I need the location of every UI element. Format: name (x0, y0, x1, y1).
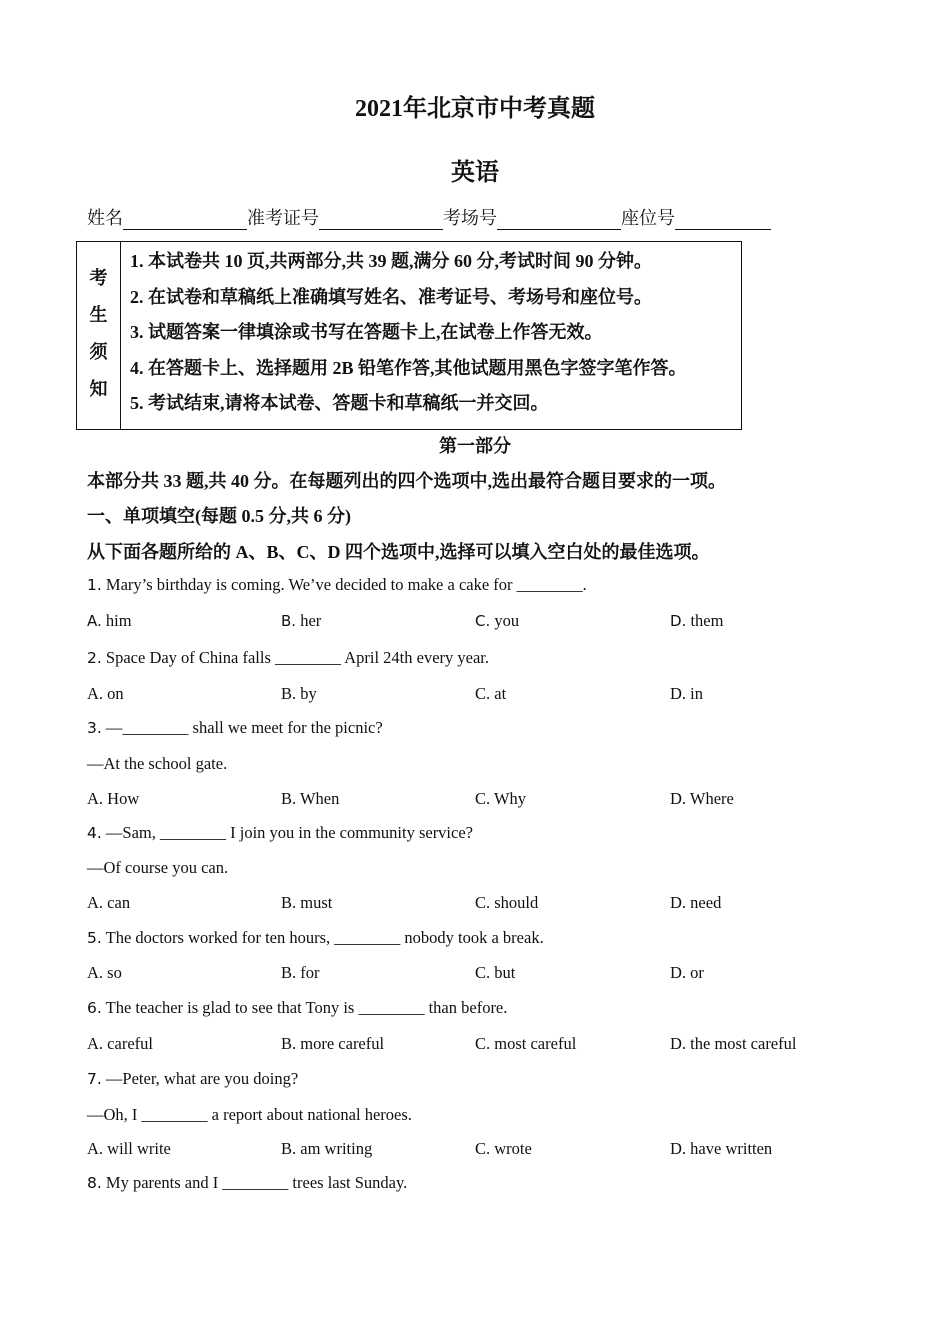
question-text: —Sam, ________ I join you in the community service? (105, 823, 473, 842)
option-letter: C. (475, 1034, 491, 1053)
seat-number-blank[interactable] (675, 211, 771, 230)
option-letter: D. (670, 612, 687, 630)
seat-number-label: 座位号 (621, 208, 675, 228)
option-letter: D. (670, 1139, 687, 1158)
option-text: When (299, 789, 340, 808)
section-title: 一、单项填空(每题 0.5 分,共 6 分) (87, 506, 351, 526)
option-text: at (494, 684, 507, 703)
option-a[interactable] (87, 684, 124, 704)
question-stem (87, 928, 544, 948)
notice-label-char: 须 (89, 342, 108, 362)
question-stem (87, 998, 507, 1018)
option-letter: A. (87, 612, 102, 630)
option-c[interactable] (475, 893, 538, 913)
option-text: most careful (494, 1034, 577, 1053)
option-text: wrote (494, 1139, 532, 1158)
notice-label (77, 242, 121, 429)
question-text: The doctors worked for ten hours, ________ nobody took a break. (105, 928, 544, 947)
option-letter: C. (475, 893, 491, 912)
question-number: 8. (87, 1174, 102, 1192)
subject-title: 英语 (451, 160, 499, 186)
option-letter: C. (475, 963, 491, 982)
notice-item: 1. 本试卷共 10 页,共两部分,共 39 题,满分 60 分,考试时间 90 分钟。 (130, 251, 652, 271)
option-b[interactable] (281, 963, 320, 983)
option-text: have written (690, 1139, 773, 1158)
notice-label-char: 生 (89, 305, 108, 325)
option-text: can (107, 893, 131, 912)
option-letter: A. (87, 893, 104, 912)
option-a[interactable] (87, 611, 132, 631)
option-text: her (300, 611, 322, 630)
option-c[interactable] (475, 1034, 576, 1054)
notice-label-char: 知 (89, 379, 108, 399)
option-c[interactable] (475, 1139, 532, 1159)
question-text: The teacher is glad to see that Tony is ________ than before. (105, 998, 508, 1017)
question-number: 5. (87, 929, 102, 947)
option-text: by (300, 684, 317, 703)
exam-title: 2021年北京市中考真题 (355, 96, 595, 122)
option-text: them (690, 611, 724, 630)
question-stem (87, 1069, 298, 1089)
option-d[interactable] (670, 789, 734, 809)
option-text: careful (107, 1034, 153, 1053)
option-text: need (690, 893, 722, 912)
option-letter: C. (475, 612, 491, 630)
option-letter: A. (87, 1139, 104, 1158)
question-number: 4. (87, 824, 102, 842)
option-text: so (107, 963, 122, 982)
question-text: My parents and I ________ trees last Sunday. (105, 1173, 408, 1192)
option-letter: B. (281, 789, 297, 808)
option-text: but (494, 963, 516, 982)
option-c[interactable] (475, 684, 506, 704)
option-letter: B. (281, 1139, 297, 1158)
option-d[interactable] (670, 611, 723, 631)
question-stem (87, 1173, 407, 1193)
option-a[interactable] (87, 963, 122, 983)
option-letter: B. (281, 612, 297, 630)
question-text: —________ shall we meet for the picnic? (105, 718, 383, 737)
option-text: am writing (300, 1139, 373, 1158)
option-letter: D. (670, 893, 687, 912)
option-text: Why (493, 789, 527, 808)
option-letter: C. (475, 789, 491, 808)
option-c[interactable] (475, 611, 519, 631)
notice-items (121, 242, 687, 429)
option-text: you (494, 611, 520, 630)
option-letter: A. (87, 963, 104, 982)
candidate-info-line (87, 204, 771, 230)
option-d[interactable] (670, 893, 721, 913)
name-label: 姓名 (87, 208, 123, 228)
option-letter: D. (670, 789, 687, 808)
question-text: Space Day of China falls ________ April 24th every year. (105, 648, 489, 667)
option-c[interactable] (475, 789, 526, 809)
question-stem (87, 648, 489, 668)
option-text: must (300, 893, 333, 912)
option-text: in (690, 684, 704, 703)
option-b[interactable] (281, 1034, 384, 1054)
question-number: 6. (87, 999, 102, 1017)
question-number: 7. (87, 1070, 102, 1088)
option-letter: C. (475, 684, 491, 703)
option-b[interactable] (281, 684, 317, 704)
question-reply: —At the school gate. (87, 754, 228, 773)
part-one-title: 第一部分 (439, 436, 511, 456)
option-a[interactable] (87, 893, 130, 913)
part-one-intro: 本部分共 33 题,共 40 分。在每题列出的四个选项中,选出最符合题目要求的一项。 (87, 471, 726, 491)
option-d[interactable] (670, 963, 704, 983)
question-number: 2. (87, 649, 102, 667)
option-a[interactable] (87, 789, 139, 809)
option-text: on (107, 684, 124, 703)
notice-item: 2. 在试卷和草稿纸上准确填写姓名、准考证号、考场号和座位号。 (130, 286, 652, 307)
option-text: How (107, 789, 140, 808)
question-reply: —Oh, I ________ a report about national heroes. (87, 1105, 412, 1124)
option-text: for (300, 963, 320, 982)
exam-number-blank[interactable] (319, 211, 443, 230)
notice-item: 3. 试题答案一律填涂或书写在答题卡上,在试卷上作答无效。 (130, 322, 603, 342)
option-b[interactable] (281, 1139, 372, 1159)
question-number: 3. (87, 719, 102, 737)
question-text: —Peter, what are you doing? (105, 1069, 299, 1088)
option-letter: B. (281, 1034, 297, 1053)
option-letter: A. (87, 684, 104, 703)
section-instruction: 从下面各题所给的 A、B、C、D 四个选项中,选择可以填入空白处的最佳选项。 (87, 542, 710, 562)
question-stem (87, 575, 587, 595)
question-number: 1. (87, 576, 102, 594)
option-letter: C. (475, 1139, 491, 1158)
option-text: the most careful (690, 1034, 797, 1053)
option-letter: A. (87, 789, 104, 808)
option-letter: A. (87, 1034, 104, 1053)
option-text: or (690, 963, 704, 982)
option-b[interactable] (281, 893, 332, 913)
notice-item: 4. 在答题卡上、选择题用 2B 铅笔作答,其他试题用黑色字签字笔作答。 (130, 357, 687, 378)
option-letter: B. (281, 963, 297, 982)
option-letter: D. (670, 1034, 687, 1053)
notice-item: 5. 考试结束,请将本试卷、答题卡和草稿纸一并交回。 (130, 393, 549, 413)
question-stem (87, 823, 473, 843)
option-d[interactable] (670, 684, 703, 704)
option-text: should (494, 893, 539, 912)
option-text: Where (689, 789, 734, 808)
candidate-notice-box (76, 241, 742, 430)
option-text: him (105, 611, 132, 630)
option-text: will write (107, 1139, 171, 1158)
question-stem (87, 718, 383, 738)
option-letter: B. (281, 893, 297, 912)
question-reply: —Of course you can. (87, 858, 229, 877)
option-d[interactable] (670, 1139, 772, 1159)
option-a[interactable] (87, 1139, 171, 1159)
exam-number-label: 准考证号 (247, 208, 319, 228)
notice-label-char: 考 (89, 268, 108, 288)
option-text: more careful (300, 1034, 385, 1053)
option-letter: D. (670, 684, 687, 703)
name-blank[interactable] (123, 211, 247, 230)
option-c[interactable] (475, 963, 515, 983)
option-a[interactable] (87, 1034, 153, 1054)
option-b[interactable] (281, 789, 339, 809)
question-text: Mary’s birthday is coming. We’ve decided to make a cake for ________. (105, 575, 587, 594)
exam-room-blank[interactable] (497, 211, 621, 230)
option-letter: B. (281, 684, 297, 703)
option-letter: D. (670, 963, 687, 982)
option-d[interactable] (670, 1034, 796, 1054)
exam-room-label: 考场号 (443, 208, 497, 228)
option-b[interactable] (281, 611, 321, 631)
